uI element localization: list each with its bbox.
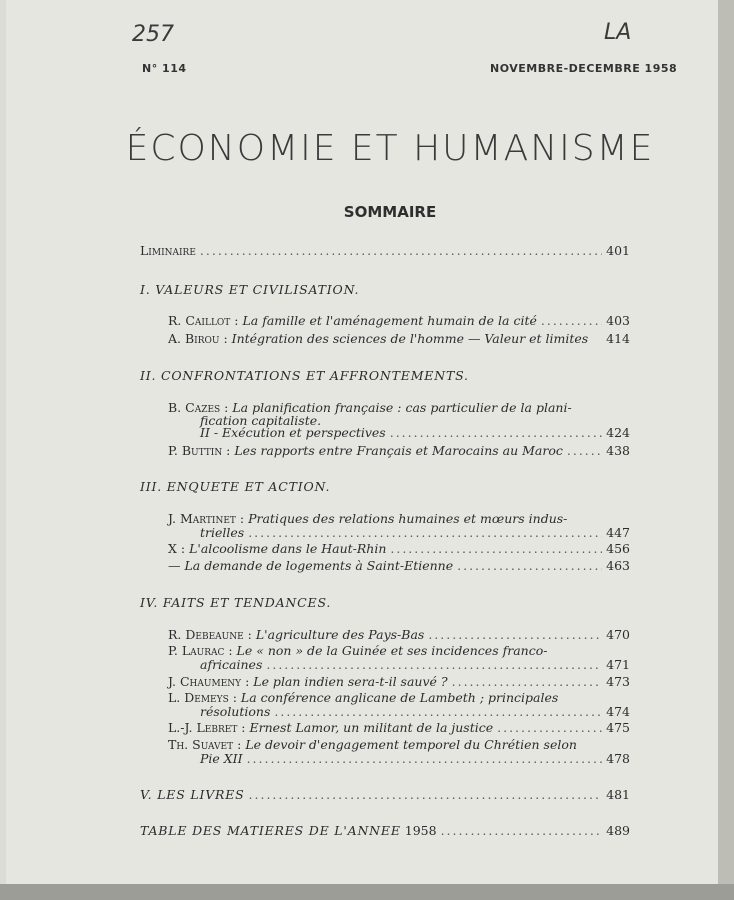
entry-author: J. Martinet	[168, 511, 236, 526]
entry-author: X	[168, 541, 177, 556]
entry-title: La planification française : cas particulier de la plani-	[232, 400, 572, 415]
dot-leader	[247, 751, 602, 766]
toc-entry: A. Birou : Intégration des sciences de l'homme — Valeur et limites 414	[168, 331, 630, 346]
issue-number: N° 114	[142, 62, 187, 75]
entry-author: Th. Suavet	[168, 737, 234, 752]
section-title: I. VALEURS ET CIVILISATION.	[140, 282, 360, 297]
table-year: 1958	[404, 823, 437, 838]
page-number: 470	[606, 627, 630, 642]
toc-entry: R. Caillot : La famille et l'aménagement humain de la cité ..... 403	[168, 313, 630, 328]
toc-entry: X : L'alcoolisme dans le Haut-Rhin ..... 456	[168, 541, 630, 556]
toc-entry	[200, 425, 630, 440]
toc-entry-line: Th. Suavet : Le devoir d'engagement temporel du Chrétien selon	[168, 737, 577, 752]
entry-author: R. Debeaune	[168, 627, 244, 642]
toc-entry: J. Chaumeny : Le plan indien sera-t-il sauvé ? ..... 473	[168, 674, 630, 689]
toc-entry-line: B. Cazes : La planification française : cas particulier de la plani-	[168, 400, 572, 415]
page-number: 475	[606, 720, 630, 735]
entry-title: L'alcoolisme dans le Haut-Rhin	[189, 541, 387, 556]
dot-leader	[428, 627, 602, 642]
entry-title: La famille et l'aménagement humain de la cité	[242, 313, 537, 328]
entry-author: P. Laurac	[168, 643, 225, 658]
toc-liminaire	[140, 243, 630, 258]
entry-title: — La demande de logements à Saint-Etienne	[168, 558, 454, 573]
page-number: 471	[606, 657, 630, 672]
dot-leader	[274, 704, 602, 719]
dot-leader	[457, 558, 602, 573]
issue-date: NOVEMBRE-DECEMBRE 1958	[490, 62, 678, 75]
entry-author: J. Chaumeny	[168, 674, 242, 689]
entry-title: Ernest Lamor, un militant de la justice	[249, 720, 494, 735]
sommaire-heading: SOMMAIRE	[343, 203, 437, 221]
toc-entry	[200, 751, 630, 766]
page-number: 403	[606, 313, 630, 328]
dot-leader	[200, 243, 602, 258]
table-label: TABLE DES MATIERES DE L'ANNEE	[140, 823, 401, 838]
entry-title: Le devoir d'engagement temporel du Chrétien selon	[245, 737, 577, 752]
page-number: 456	[606, 541, 630, 556]
entry-title: Pratiques des relations humaines et mœurs indus-	[248, 511, 568, 526]
dot-leader	[248, 525, 602, 540]
page-number: 438	[606, 443, 630, 458]
page-number: 447	[606, 525, 630, 540]
entry-author: R. Caillot	[168, 313, 231, 328]
page-edge-bottom	[0, 884, 734, 900]
dot-leader	[390, 425, 602, 440]
entry-title: africaines	[200, 657, 263, 672]
entry-title: Les rapports entre Français et Marocains au Maroc	[234, 443, 563, 458]
dot-leader	[249, 787, 602, 802]
dot-leader	[497, 720, 602, 735]
entry-title: La conférence anglicane de Lambeth ; principales	[240, 690, 559, 705]
toc-entry	[140, 823, 630, 838]
page-number: 463	[606, 558, 630, 573]
handwritten-initials: LA	[604, 20, 632, 45]
toc-entry-line: P. Laurac : Le « non » de la Guinée et ses incidences franco-	[168, 643, 548, 658]
page-number: 401	[606, 243, 630, 258]
entry-title: trielles	[200, 525, 245, 540]
page-number: 489	[606, 823, 630, 838]
entry-author: P. Buttin	[168, 443, 223, 458]
journal-title: ÉCONOMIE ET HUMANISME	[125, 128, 655, 169]
toc-entry	[200, 704, 630, 719]
dot-leader	[266, 657, 602, 672]
entry-title: Le « non » de la Guinée et ses incidences franco-	[236, 643, 548, 658]
entry-title: Le plan indien sera-t-il sauvé ?	[253, 674, 448, 689]
entry-author: L.-J. Lebret	[168, 720, 238, 735]
page-number: 478	[606, 751, 630, 766]
entry-author: B. Cazes	[168, 400, 221, 415]
entry-title-cont: fication capitaliste.	[200, 413, 322, 428]
toc-entry	[200, 525, 630, 540]
page-number: 473	[606, 674, 630, 689]
section-title: II. CONFRONTATIONS ET AFFRONTEMENTS.	[140, 368, 469, 383]
toc-entry-line: L. Demeys : La conférence anglicane de Lambeth ; principales	[168, 690, 559, 705]
section-title: V. LES LIVRES	[140, 787, 245, 802]
page-number: 414	[606, 331, 630, 346]
dot-leader	[567, 443, 602, 458]
toc-entry: L.-J. Lebret : Ernest Lamor, un militant de la justice ..... 475	[168, 720, 630, 735]
entry-title: Intégration des sciences de l'homme — Valeur et limites	[231, 331, 589, 346]
toc-entry: P. Buttin : Les rapports entre Français et Marocains au Maroc ..... 438	[168, 443, 630, 458]
handwritten-number: 257	[132, 22, 174, 47]
dot-leader	[541, 313, 602, 328]
toc-entry	[140, 787, 630, 802]
toc-entry-line: J. Martinet : Pratiques des relations humaines et mœurs indus-	[168, 511, 568, 526]
toc-entry: R. Debeaune : L'agriculture des Pays-Bas ..... 470	[168, 627, 630, 642]
toc-entry	[168, 558, 630, 573]
section-title: IV. FAITS ET TENDANCES.	[140, 595, 332, 610]
page-number: 481	[606, 787, 630, 802]
dot-leader	[452, 674, 602, 689]
page-number: 424	[606, 425, 630, 440]
entry-author: L. Demeys	[168, 690, 229, 705]
page-number: 474	[606, 704, 630, 719]
toc-entry	[200, 657, 630, 672]
dot-leader	[441, 823, 602, 838]
toc-label: Liminaire	[140, 243, 196, 258]
entry-title: Pie XII	[200, 751, 243, 766]
entry-title: L'agriculture des Pays-Bas	[255, 627, 425, 642]
entry-author: A. Birou	[168, 331, 220, 346]
entry-title: résolutions	[200, 704, 271, 719]
dot-leader	[390, 541, 602, 556]
entry-title: II - Exécution et perspectives	[200, 425, 386, 440]
section-title: III. ENQUETE ET ACTION.	[140, 479, 331, 494]
